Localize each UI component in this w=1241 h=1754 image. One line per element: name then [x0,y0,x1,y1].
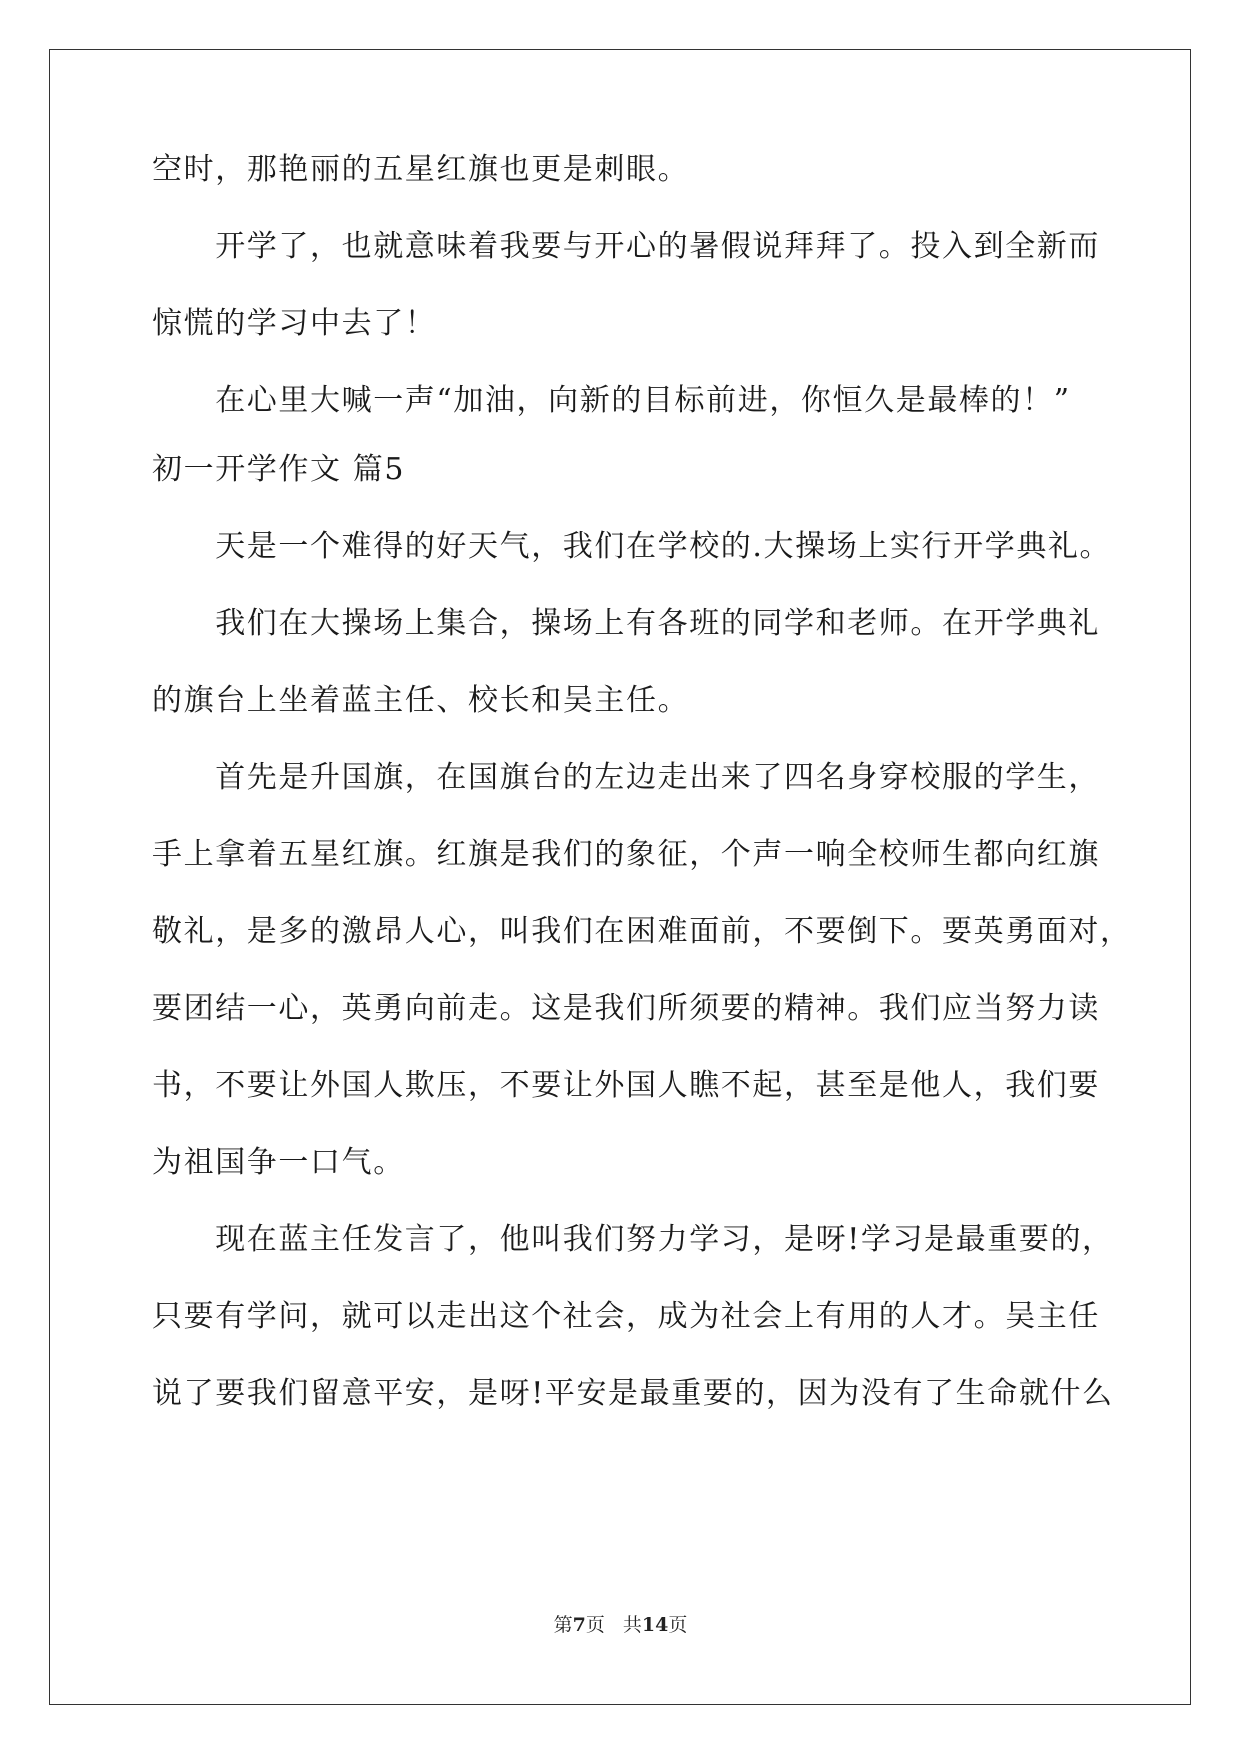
text-line: 手上拿着五星红旗。红旗是我们的象征，个声一响全校师生都向红旗 [152,837,1100,872]
page-suffix: 页 [585,1614,605,1636]
text-line: 敬礼，是多的激昂人心，叫我们在困难面前，不要倒下。要英勇面对， [152,914,1132,949]
text-line: 天是一个难得的好天气，我们在学校的.大操场上实行开学典礼。 [152,529,1112,564]
text-line: 要团结一心，英勇向前走。这是我们所须要的精神。我们应当努力读 [152,991,1100,1026]
text-line: 说了要我们留意平安，是呀!平安是最重要的，因为没有了生命就什么 [152,1376,1114,1411]
section-heading: 初一开学作文 篇5 [152,452,406,487]
text-line: 空时，那艳丽的五星红旗也更是刺眼。 [152,152,690,187]
total-prefix: 共 [622,1614,642,1636]
text-line: 开学了，也就意味着我要与开心的暑假说拜拜了。投入到全新而 [152,229,1100,264]
text-line: 书，不要让外国人欺压，不要让外国人瞧不起，甚至是他人，我们要 [152,1068,1100,1103]
text-line: 的旗台上坐着蓝主任、校长和吴主任。 [152,683,690,718]
page-footer [0,1613,1241,1637]
text-line: 只要有学问，就可以走出这个社会，成为社会上有用的人才。吴主任 [152,1299,1100,1334]
page-prefix: 第 [553,1614,573,1636]
text-line: 为祖国争一口气。 [152,1145,405,1180]
text-line: 在心里大喊一声“加油，向新的目标前进，你恒久是最棒的！” [152,383,1071,418]
page-total: 14 [641,1614,669,1636]
text-line: 首先是升国旗，在国旗台的左边走出来了四名身穿校服的学生， [152,760,1100,795]
page-current: 7 [572,1614,586,1636]
text-line: 现在蓝主任发言了，他叫我们努力学习，是呀!学习是最重要的， [152,1222,1114,1257]
text-line: 我们在大操场上集合，操场上有各班的同学和老师。在开学典礼 [152,606,1100,641]
text-line: 惊慌的学习中去了！ [152,306,437,341]
total-suffix: 页 [668,1614,688,1636]
document-body [152,150,1132,1414]
